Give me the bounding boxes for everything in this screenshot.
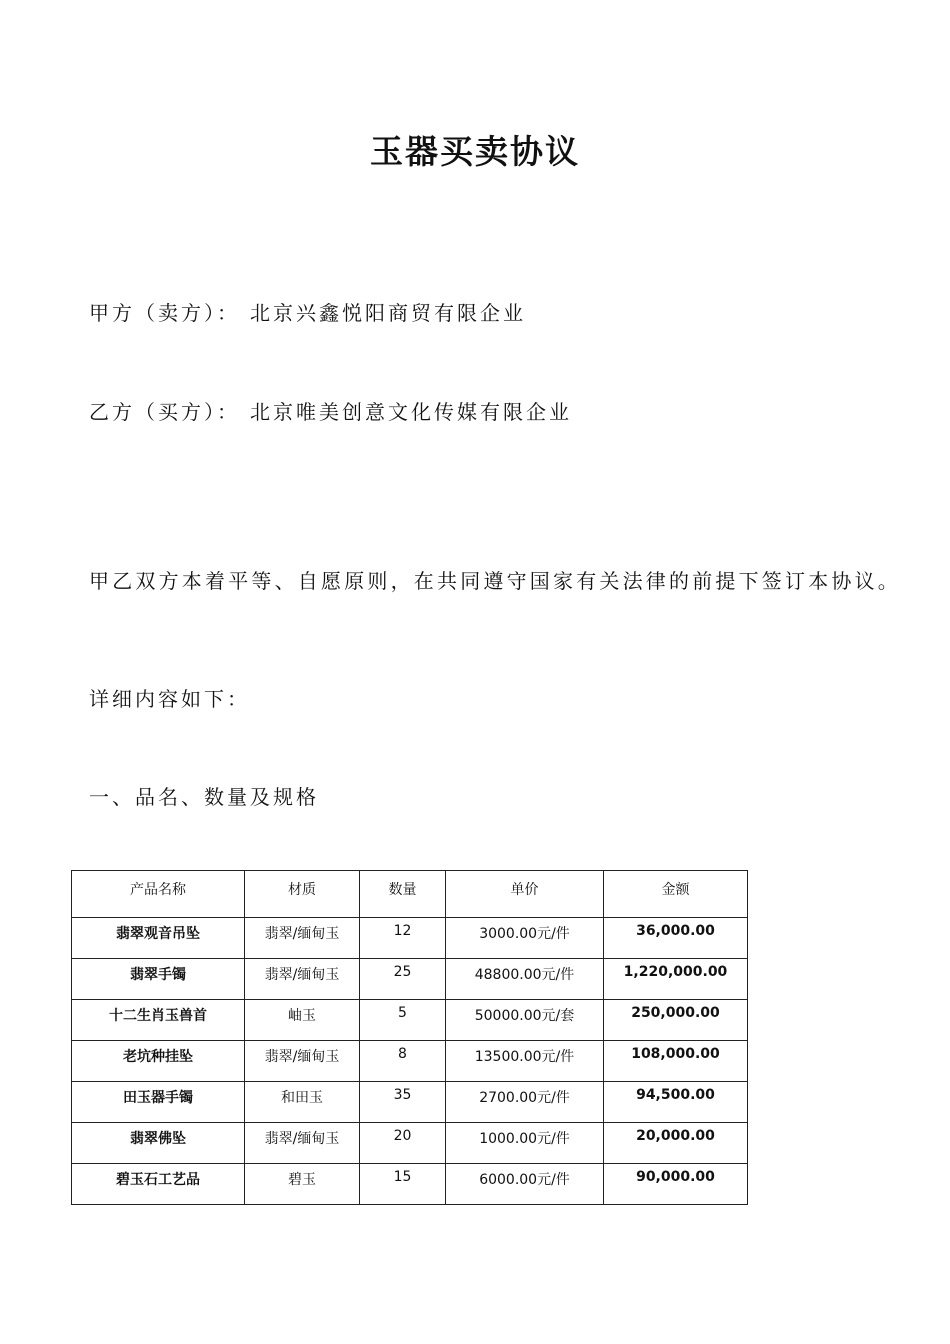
amount-cell: 90,000.00	[604, 1164, 748, 1205]
party-a-line	[89, 298, 526, 328]
section-1-heading: 一、品名、数量及规格	[89, 785, 319, 809]
table-row	[72, 918, 748, 959]
unit-price-cell: 13500.00元/件	[446, 1041, 604, 1082]
party-b-name: 北京唯美创意文化传媒有限企业	[250, 400, 572, 424]
header-product-name: 产品名称	[72, 871, 245, 918]
amount-cell: 250,000.00	[604, 1000, 748, 1041]
material-cell: 翡翠/缅甸玉	[245, 1123, 360, 1164]
quantity-cell: 12	[360, 918, 446, 959]
amount-cell: 20,000.00	[604, 1123, 748, 1164]
header-amount: 金额	[604, 871, 748, 918]
intro-paragraph: 甲乙双方本着平等、自愿原则，在共同遵守国家有关法律的前提下签订本协议。	[89, 569, 901, 593]
product-name-cell: 翡翠佛坠	[72, 1123, 245, 1164]
party-b-label: 乙方（买方）：	[89, 400, 240, 424]
material-cell: 翡翠/缅甸玉	[245, 918, 360, 959]
document-title: 玉器买卖协议	[370, 132, 580, 171]
amount-cell: 1,220,000.00	[604, 959, 748, 1000]
unit-price-cell: 1000.00元/件	[446, 1123, 604, 1164]
quantity-cell: 20	[360, 1123, 446, 1164]
material-cell: 和田玉	[245, 1082, 360, 1123]
quantity-cell: 25	[360, 959, 446, 1000]
material-cell: 翡翠/缅甸玉	[245, 959, 360, 1000]
table-row	[72, 959, 748, 1000]
unit-price-cell: 50000.00元/套	[446, 1000, 604, 1041]
product-name-cell: 田玉器手镯	[72, 1082, 245, 1123]
amount-cell: 108,000.00	[604, 1041, 748, 1082]
product-name-cell: 碧玉石工艺品	[72, 1164, 245, 1205]
product-table	[71, 870, 748, 1205]
product-name-cell: 老坑种挂坠	[72, 1041, 245, 1082]
table-row	[72, 1123, 748, 1164]
unit-price-cell: 6000.00元/件	[446, 1164, 604, 1205]
amount-cell: 36,000.00	[604, 918, 748, 959]
quantity-cell: 5	[360, 1000, 446, 1041]
unit-price-cell: 3000.00元/件	[446, 918, 604, 959]
party-a-label: 甲方（卖方）：	[89, 301, 240, 325]
header-quantity: 数量	[360, 871, 446, 918]
header-unit-price: 单价	[446, 871, 604, 918]
material-cell: 翡翠/缅甸玉	[245, 1041, 360, 1082]
header-material: 材质	[245, 871, 360, 918]
table-row	[72, 1082, 748, 1123]
product-name-cell: 翡翠手镯	[72, 959, 245, 1000]
details-heading: 详细内容如下：	[89, 687, 250, 711]
material-cell: 碧玉	[245, 1164, 360, 1205]
party-a-name: 北京兴鑫悦阳商贸有限企业	[250, 301, 526, 325]
table-row	[72, 1041, 748, 1082]
product-name-cell: 十二生肖玉兽首	[72, 1000, 245, 1041]
table-row	[72, 1164, 748, 1205]
product-name-cell: 翡翠观音吊坠	[72, 918, 245, 959]
quantity-cell: 8	[360, 1041, 446, 1082]
quantity-cell: 15	[360, 1164, 446, 1205]
party-b-line	[89, 397, 572, 427]
material-cell: 岫玉	[245, 1000, 360, 1041]
table-row	[72, 1000, 748, 1041]
amount-cell: 94,500.00	[604, 1082, 748, 1123]
unit-price-cell: 48800.00元/件	[446, 959, 604, 1000]
quantity-cell: 35	[360, 1082, 446, 1123]
table-header-row	[72, 871, 748, 918]
unit-price-cell: 2700.00元/件	[446, 1082, 604, 1123]
